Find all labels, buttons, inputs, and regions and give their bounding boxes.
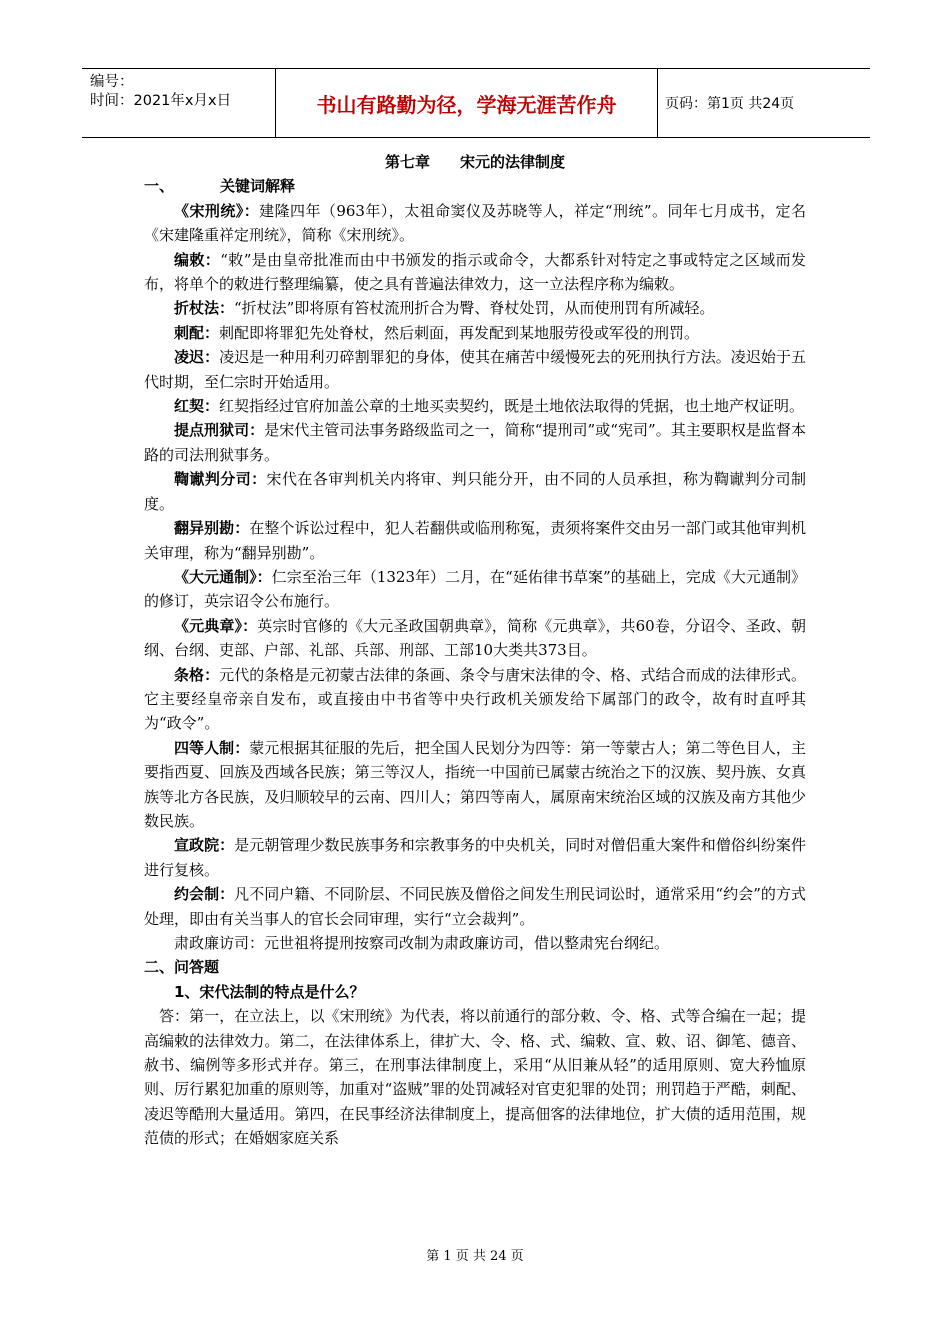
chapter-heading: [144, 150, 806, 174]
question-heading: 1、宋代法制的特点是什么？: [174, 982, 365, 1001]
section-title: 关键词解释: [220, 177, 296, 196]
keyword-list: [144, 199, 806, 931]
keyword-term: 提点刑狱司：: [174, 421, 265, 440]
keyword-definition: 凡不同户籍、不同阶层、不同民族及僧俗之间发生刑民词讼时，通常采用“约会”的方式处理，即由有关当事人的官长会同审理，实行“立会裁判”。: [144, 885, 806, 928]
keyword-entry: [144, 882, 806, 931]
keyword-definition: 红契指经过官府加盖公章的土地买卖契约，既是土地依法取得的凭据，也土地产权证明。: [219, 397, 805, 416]
keyword-entry: [144, 296, 806, 320]
keyword-entry: [144, 467, 806, 516]
keyword-entry: [144, 199, 806, 248]
keyword-definition: 蒙元根据其征服的先后，把全国人民划分为四等：第一等蒙古人；第二等色目人，主要指西夏、回族及西域各民族；第三等汉人，指统一中国前已属蒙古统治之下的汉族、契丹族、女真族等北方各民族，及归顺较早的云南、四川人；第四等南人，属原南宋统治区域的汉族及南方其他少数民族。: [144, 738, 806, 830]
keyword-definition: “敕”是由皇帝批准而由中书颁发的指示或命令，大都系针对特定之事或特定之区域而发布，将单个的敕进行整理编纂，使之具有普遍法律效力，这一立法程序称为编敕。: [144, 250, 806, 294]
keyword-entry: [144, 663, 806, 736]
chapter-number: 第七章: [384, 153, 430, 171]
keyword-entry: [144, 418, 806, 467]
keyword-term: 宣政院：: [174, 836, 235, 855]
keyword-definition: 元代的条格是元初蒙古法律的条画、条令与唐宋法律的令、格、式结合而成的法律形式。它主要经皇帝亲自发布，或直接由中书省等中央行政机关颁发给下属部门的政令，故有时直呼其为“政令”。: [144, 665, 806, 733]
section-number: 一、: [144, 177, 175, 196]
keyword-entry: [144, 565, 806, 614]
keyword-definition: “折杖法”即将原有笞杖流刑折合为臀、脊杖处罚，从而使刑罚有所减轻。: [234, 299, 715, 318]
keyword-term: 四等人制：: [174, 738, 250, 757]
answer-paragraph: 答：第一，在立法上，以《宋刑统》为代表，将以前通行的部分敕、令、格、式等合编在一起；提高编敕的法律效力。第二，在法律体系上，律扩大、令、格、式、编敕、宣、敕、诏、御笔、德音、赦书、编例等多形式并存。第三，在刑事法律制度上，采用“从旧兼从轻”的适用原则、宽大矜恤原则、厉行累犯加重的原则等，加重对“盗贼”罪的处罚减轻对官吏犯罪的处罚；刑罚趋于严酷，刺配、凌迟等酷刑大量适用。第四，在民事经济法律制度上，提高佃客的法律地位，扩大债的适用范围，规范债的形式；在婚姻家庭关系: [144, 1007, 806, 1148]
keyword-definition: 是元朝管理少数民族事务和宗教事务的中央机关，同时对僧侣重大案件和僧俗纠纷案件进行复核。: [144, 836, 806, 879]
keyword-term: 《宋刑统》：: [174, 201, 260, 220]
keyword-entry: [144, 614, 806, 663]
keyword-entry: [144, 516, 806, 565]
keyword-definition: 是宋代主管司法事务路级监司之一，简称“提刑司”或“宪司”。其主要职权是监督本路的司法刑狱事务。: [144, 421, 806, 464]
keyword-definition: 刺配即将罪犯先处脊杖，然后刺面，再发配到某地服劳役或军役的刑罚。: [219, 323, 700, 342]
keyword-term: 凌迟：: [174, 348, 220, 367]
keyword-definition: 建隆四年（963年），太祖命窦仪及苏晓等人，祥定“刑统”。同年七月成书，定名《宋建隆重祥定刑统》，简称《宋刑统》。: [144, 201, 806, 245]
keyword-definition: 宋代在各审判机关内将审、判只能分开，由不同的人员承担，称为鞫谳判分司制度。: [144, 470, 806, 513]
keyword-term: 鞫谳判分司：: [174, 470, 267, 489]
keyword-definition: 凌迟是一种用利刃碎割罪犯的身体，使其在痛苦中缓慢死去的死刑执行方法。凌迟始于五代时期，至仁宗时开始适用。: [144, 348, 806, 391]
keyword-term: 《元典章》：: [174, 616, 258, 635]
keyword-entry: [144, 833, 806, 882]
document-number-label: 编号：: [90, 74, 134, 90]
keyword-term: 红契：: [174, 397, 220, 416]
page-footer: 第 1 页 共 24 页: [426, 1249, 524, 1264]
keyword-entry: [144, 248, 806, 297]
header-meta-cell: [82, 69, 276, 137]
keyword-entry: [144, 394, 806, 418]
keyword-term: 条格：: [174, 665, 220, 684]
keyword-term: 刺配：: [174, 323, 220, 342]
section-heading-qa: 二、问答题: [144, 958, 220, 977]
keyword-term: 约会制：: [174, 885, 235, 904]
keyword-definition: 英宗时官修的《大元圣政国朝典章》，简称《元典章》，共60卷，分诏令、圣政、朝纲、台纲、吏部、户部、礼部、兵部、刑部、工部10大类共373目。: [144, 616, 806, 660]
keyword-term: 编敕：: [174, 250, 221, 269]
keyword-entry: [144, 321, 806, 345]
document-body: [144, 150, 806, 1151]
keyword-term: 《大元通制》：: [174, 567, 272, 586]
header-motto: 书山有路勤为径，学海无涯苦作舟: [276, 69, 658, 137]
chapter-title: 宋元的法律制度: [460, 153, 566, 171]
keyword-term: 折杖法：: [174, 299, 235, 318]
section-heading-keywords: [144, 174, 806, 198]
keyword-entry: [144, 345, 806, 394]
keyword-entry: [144, 736, 806, 834]
keyword-entry-last: 肃政廉访司：元世祖将提刑按察司改制为肃政廉访司，借以整肃宪台纲纪。: [174, 934, 670, 952]
header-page-info: 页码：第1页 共24页: [665, 96, 795, 112]
keyword-definition: 在整个诉讼过程中，犯人若翻供或临刑称冤，责须将案件交由另一部门或其他审判机关审理，称为“翻异别勘”。: [144, 519, 806, 562]
keyword-term: 翻异别勘：: [174, 519, 250, 538]
keyword-definition: 仁宗至治三年（1323年）二月，在“延佑律书草案”的基础上，完成《大元通制》的修订，英宗诏令公布施行。: [144, 567, 806, 611]
page-header: [82, 68, 870, 138]
document-date-label: 时间：2021年x月x日: [90, 93, 232, 109]
